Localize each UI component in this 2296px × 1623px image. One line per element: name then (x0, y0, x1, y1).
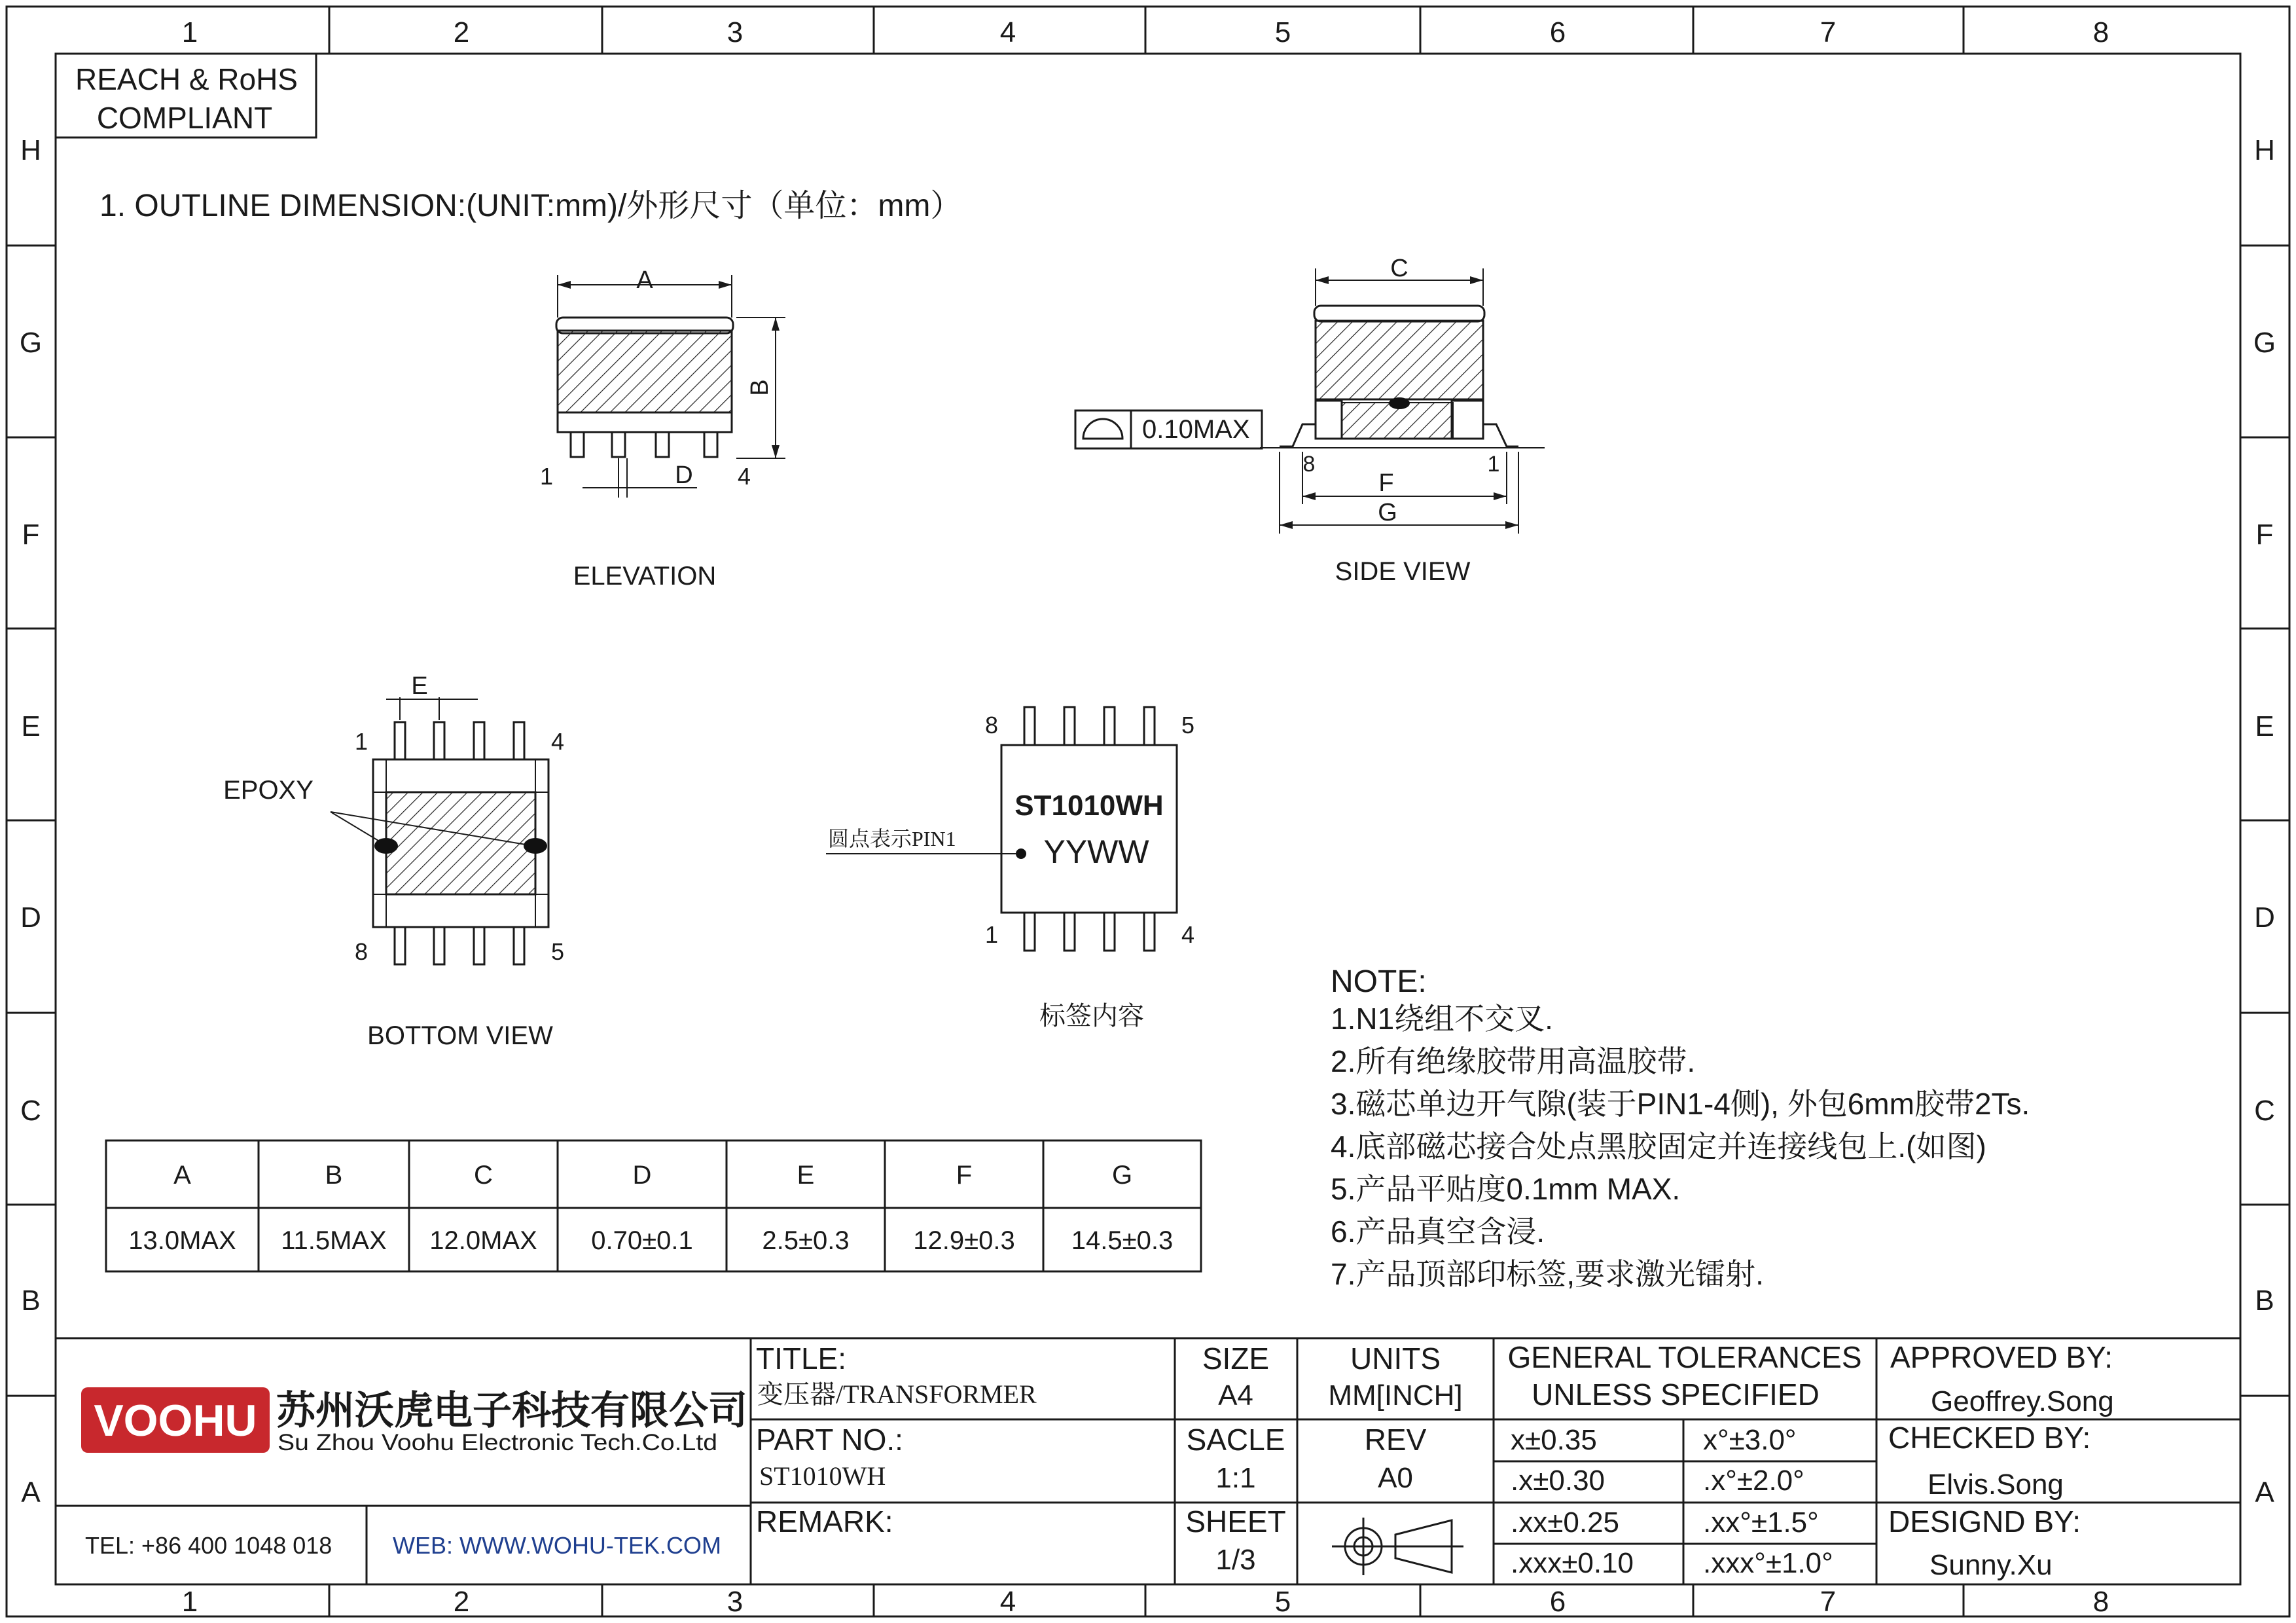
remark-label: REMARK: (756, 1504, 893, 1539)
dimension-value: 13.0MAX (128, 1226, 236, 1255)
dim-f-label: F (1378, 469, 1394, 497)
side-view-caption: SIDE VIEW (1335, 557, 1471, 586)
note-item: 2.所有绝缘胶带用高温胶带. (1331, 1044, 1696, 1078)
compliance-box (56, 54, 316, 137)
size-value: A4 (1218, 1379, 1253, 1412)
grid-row-label: B (2255, 1285, 2274, 1317)
flatness-symbol-icon (1083, 419, 1122, 439)
dim-a-label: A (636, 266, 653, 294)
grid-column-label: 3 (726, 1586, 744, 1618)
note-item: 7.产品顶部印标签,要求激光镭射. (1331, 1257, 1764, 1291)
bottom-pin-8: 8 (354, 938, 368, 965)
grid-column-label: 7 (1820, 1586, 1837, 1618)
note-item: 6.产品真空含浸. (1331, 1214, 1545, 1249)
dim-b-label: B (746, 379, 774, 396)
dimension-table-cells (128, 1140, 1173, 1271)
projection-symbol-icon (1332, 1518, 1463, 1575)
units-label: UNITS (1350, 1341, 1441, 1376)
tolerance-linear: .xxx±0.10 (1511, 1547, 1634, 1579)
bottom-pin-1: 1 (354, 728, 368, 755)
note-item: 1.N1绕组不交叉. (1331, 1002, 1553, 1036)
dim-e-label: E (411, 672, 428, 700)
label-pin-1: 1 (984, 921, 999, 948)
tolerance-angular: .xxx°±1.0° (1703, 1547, 1833, 1579)
rev-label: REV (1364, 1423, 1427, 1457)
grid-column-label: 8 (2092, 16, 2109, 48)
part-value: ST1010WH (759, 1461, 886, 1491)
tolerance-angular: .xx°±1.5° (1703, 1506, 1819, 1539)
note-item: 3.磁芯单边开气隙(装于PIN1-4侧), 外包6mm胶带2Ts. (1331, 1087, 2030, 1121)
company-name-en: Su Zhou Voohu Electronic Tech.Co.Ltd (278, 1430, 717, 1455)
dimension-header: D (632, 1161, 652, 1190)
elevation-pin-4: 4 (737, 463, 751, 490)
title-label: TITLE: (756, 1341, 847, 1376)
note-item: 4.底部磁芯接合处点黑胶固定并连接线包上.(如图) (1331, 1129, 1986, 1163)
bottom-view-caption: BOTTOM VIEW (367, 1021, 553, 1050)
notes-heading: NOTE: (1331, 964, 1427, 999)
grid-column-label: 5 (1274, 16, 1291, 48)
bottom-view (223, 672, 564, 1050)
bottom-pin-4: 4 (550, 728, 565, 755)
dimension-header: A (173, 1161, 191, 1190)
grid-row-label: E (2255, 710, 2274, 742)
tolerance-linear: .xx±0.25 (1511, 1506, 1620, 1539)
label-view-caption: 标签内容 (1039, 1001, 1144, 1030)
notes (1331, 964, 2030, 1291)
grid-row-label: H (2254, 134, 2275, 166)
elevation-pin-1: 1 (539, 463, 554, 490)
label-pin-4: 4 (1181, 921, 1195, 948)
grid-column-label: 8 (2092, 1586, 2109, 1618)
grid-row-label: A (21, 1476, 41, 1508)
approved-value: Geoffrey.Song (1931, 1385, 2114, 1417)
dimension-header: B (325, 1161, 343, 1190)
side-pin-1: 1 (1487, 452, 1500, 477)
part-label: PART NO.: (756, 1423, 903, 1457)
dimension-value: 14.5±0.3 (1071, 1226, 1174, 1255)
logo-text: VOOHU (94, 1396, 257, 1446)
label-pin-8: 8 (984, 712, 999, 739)
checked-label: CHECKED BY: (1888, 1421, 2091, 1455)
grid-column-label: 1 (181, 16, 198, 48)
approved-label: APPROVED BY: (1890, 1340, 2113, 1374)
notes-list (1331, 1002, 2030, 1291)
tolerance-angular: x°±3.0° (1703, 1424, 1797, 1456)
scale-label: SACLE (1186, 1423, 1285, 1457)
grid-row-label: A (2255, 1476, 2274, 1508)
label-pin-5: 5 (1181, 712, 1195, 739)
dimension-header: E (797, 1161, 815, 1190)
grid-row-label: C (2254, 1095, 2275, 1127)
dimension-table (106, 1140, 1201, 1271)
dimension-header: C (474, 1161, 493, 1190)
grid-row-label: H (20, 134, 41, 166)
grid-column-label: 6 (1549, 1586, 1566, 1618)
dim-d-label: D (675, 462, 693, 489)
rev-value: A0 (1378, 1462, 1413, 1494)
designed-value: Sunny.Xu (1929, 1549, 2053, 1581)
units-value: MM[INCH] (1328, 1379, 1463, 1412)
grid-row-label: C (20, 1095, 41, 1127)
web: WEB: WWW.WOHU-TEK.COM (393, 1532, 721, 1559)
section-title: 1. OUTLINE DIMENSION:(UNIT:mm)/外形尺寸（单位：mm） (99, 189, 962, 223)
grid-row-label: F (22, 519, 40, 551)
sheet-value: 1/3 (1215, 1544, 1256, 1576)
dimension-value: 12.9±0.3 (913, 1226, 1015, 1255)
tolerance-linear: .x±0.30 (1511, 1465, 1605, 1497)
grid-row-label: E (21, 710, 41, 742)
sheet-label: SHEET (1185, 1504, 1286, 1539)
label-date-code: YYWW (1043, 833, 1149, 870)
scale-value: 1:1 (1215, 1462, 1256, 1494)
checked-value: Elvis.Song (1928, 1468, 2064, 1501)
label-part-number: ST1010WH (1014, 790, 1164, 822)
grid-row-label: F (2255, 519, 2274, 551)
designed-label: DESIGND BY: (1888, 1504, 2081, 1539)
elevation-caption: ELEVATION (573, 562, 717, 591)
grid-column-label: 4 (999, 1586, 1016, 1618)
title-block (56, 1338, 2240, 1584)
grid-column-label: 3 (726, 16, 744, 48)
grid-column-label: 7 (1820, 16, 1837, 48)
company-name-cn: 苏州沃虎电子科技有限公司 (276, 1389, 747, 1432)
compliance-line2: COMPLIANT (96, 101, 273, 135)
tolerances-title-2: UNLESS SPECIFIED (1532, 1377, 1820, 1412)
side-view (1075, 255, 1545, 586)
dimension-value: 12.0MAX (429, 1226, 537, 1255)
compliance-line1: REACH & RoHS (75, 62, 298, 96)
note-item: 5.产品平贴度0.1mm MAX. (1331, 1172, 1681, 1206)
dim-c-label: C (1390, 255, 1408, 282)
size-label: SIZE (1202, 1341, 1270, 1376)
grid-column-label: 4 (999, 16, 1016, 48)
grid-column-label: 6 (1549, 16, 1566, 48)
side-pin-8: 8 (1302, 452, 1316, 477)
dimension-value: 2.5±0.3 (762, 1226, 850, 1255)
grid-row-label: D (2254, 902, 2275, 934)
dim-g-label: G (1378, 499, 1397, 526)
tolerances-title-1: GENERAL TOLERANCES (1507, 1340, 1862, 1374)
grid-column-label: 5 (1274, 1586, 1291, 1618)
grid-row-label: G (2253, 327, 2276, 359)
dimension-header: F (956, 1161, 973, 1190)
dimension-header: G (1111, 1161, 1133, 1190)
title-value: 变压器/TRANSFORMER (757, 1379, 1037, 1409)
elevation-view (540, 266, 785, 591)
pin1-note: 圆点表示PIN1 (828, 827, 956, 850)
grid-column-label: 2 (453, 1586, 470, 1618)
grid-row-label: G (19, 327, 43, 359)
flatness-value: 0.10MAX (1142, 415, 1250, 444)
grid-column-label: 2 (453, 16, 470, 48)
bottom-pin-5: 5 (550, 938, 565, 965)
grid-column-label: 1 (181, 1586, 198, 1618)
grid-row-label: D (20, 902, 41, 934)
dimension-value: 11.5MAX (281, 1226, 387, 1255)
tolerance-angular: .x°±2.0° (1703, 1465, 1804, 1497)
dimension-value: 0.70±0.1 (591, 1226, 693, 1255)
tolerance-linear: x±0.35 (1511, 1424, 1597, 1456)
label-view (826, 707, 1194, 1030)
grid-row-label: B (21, 1285, 41, 1317)
epoxy-label: EPOXY (223, 776, 314, 805)
tel: TEL: +86 400 1048 018 (85, 1532, 332, 1559)
